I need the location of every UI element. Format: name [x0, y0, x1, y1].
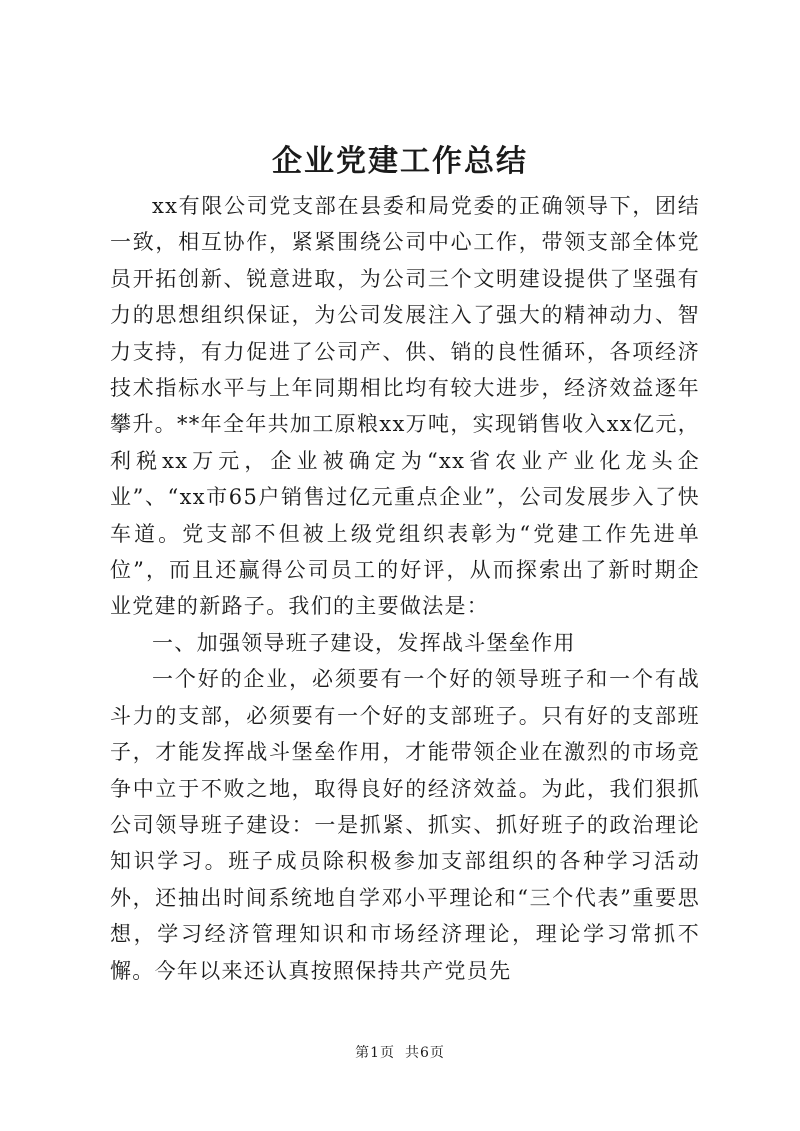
- paragraph-section-one: 一个好的企业，必须要有一个好的领导班子和一个有战斗力的支部，必须要有一个好的支部班子。只有好的支部班子，才能发挥战斗堡垒作用，才能带领企业在激烈的市场竞争中立于不败之地，取得良好的经济效益。为此，我们狠抓公司领导班子建设：一是抓紧、抓实、抓好班子的政治理论知识学习。班子成员除积极参加支部组织的各种学习活动外，还抽出时间系统地自学邓小平理论和“三个代表”重要思想，学习经济管理知识和市场经济理论，理论学习常抓不懈。今年以来还认真按照保持共产党员先: [110, 667, 700, 983]
- document-body: [110, 188, 700, 989]
- document-title: 企业党建工作总结: [272, 144, 528, 179]
- page-footer: [0, 1043, 800, 1063]
- page-number: 第1页: [355, 1045, 395, 1061]
- paragraph-intro: xx有限公司党支部在县委和局党委的正确领导下，团结一致，相互协作，紧紧围绕公司中心工作，带领支部全体党员开拓创新、锐意进取，为公司三个文明建设提供了坚强有力的思想组织保证，为公司发展注入了强大的精神动力、智力支持，有力促进了公司产、供、销的良性循环，各项经济技术指标水平与上年同期相比均有较大进步，经济效益逐年攀升。**年全年共加工原粮xx万吨，实现销售收入xx亿元，利税xx万元，企业被确定为“xx省农业产业化龙头企业”、“xx市65户销售过亿元重点企业”，公司发展步入了快车道。党支部不但被上级党组织表彰为“党建工作先进单位”，而且还赢得公司员工的好评，从而探索出了新时期企业党建的新路子。我们的主要做法是：: [110, 194, 700, 619]
- section-heading: 一、加强领导班子建设，发挥战斗堡垒作用: [152, 630, 576, 655]
- page-total: 共6页: [405, 1045, 445, 1061]
